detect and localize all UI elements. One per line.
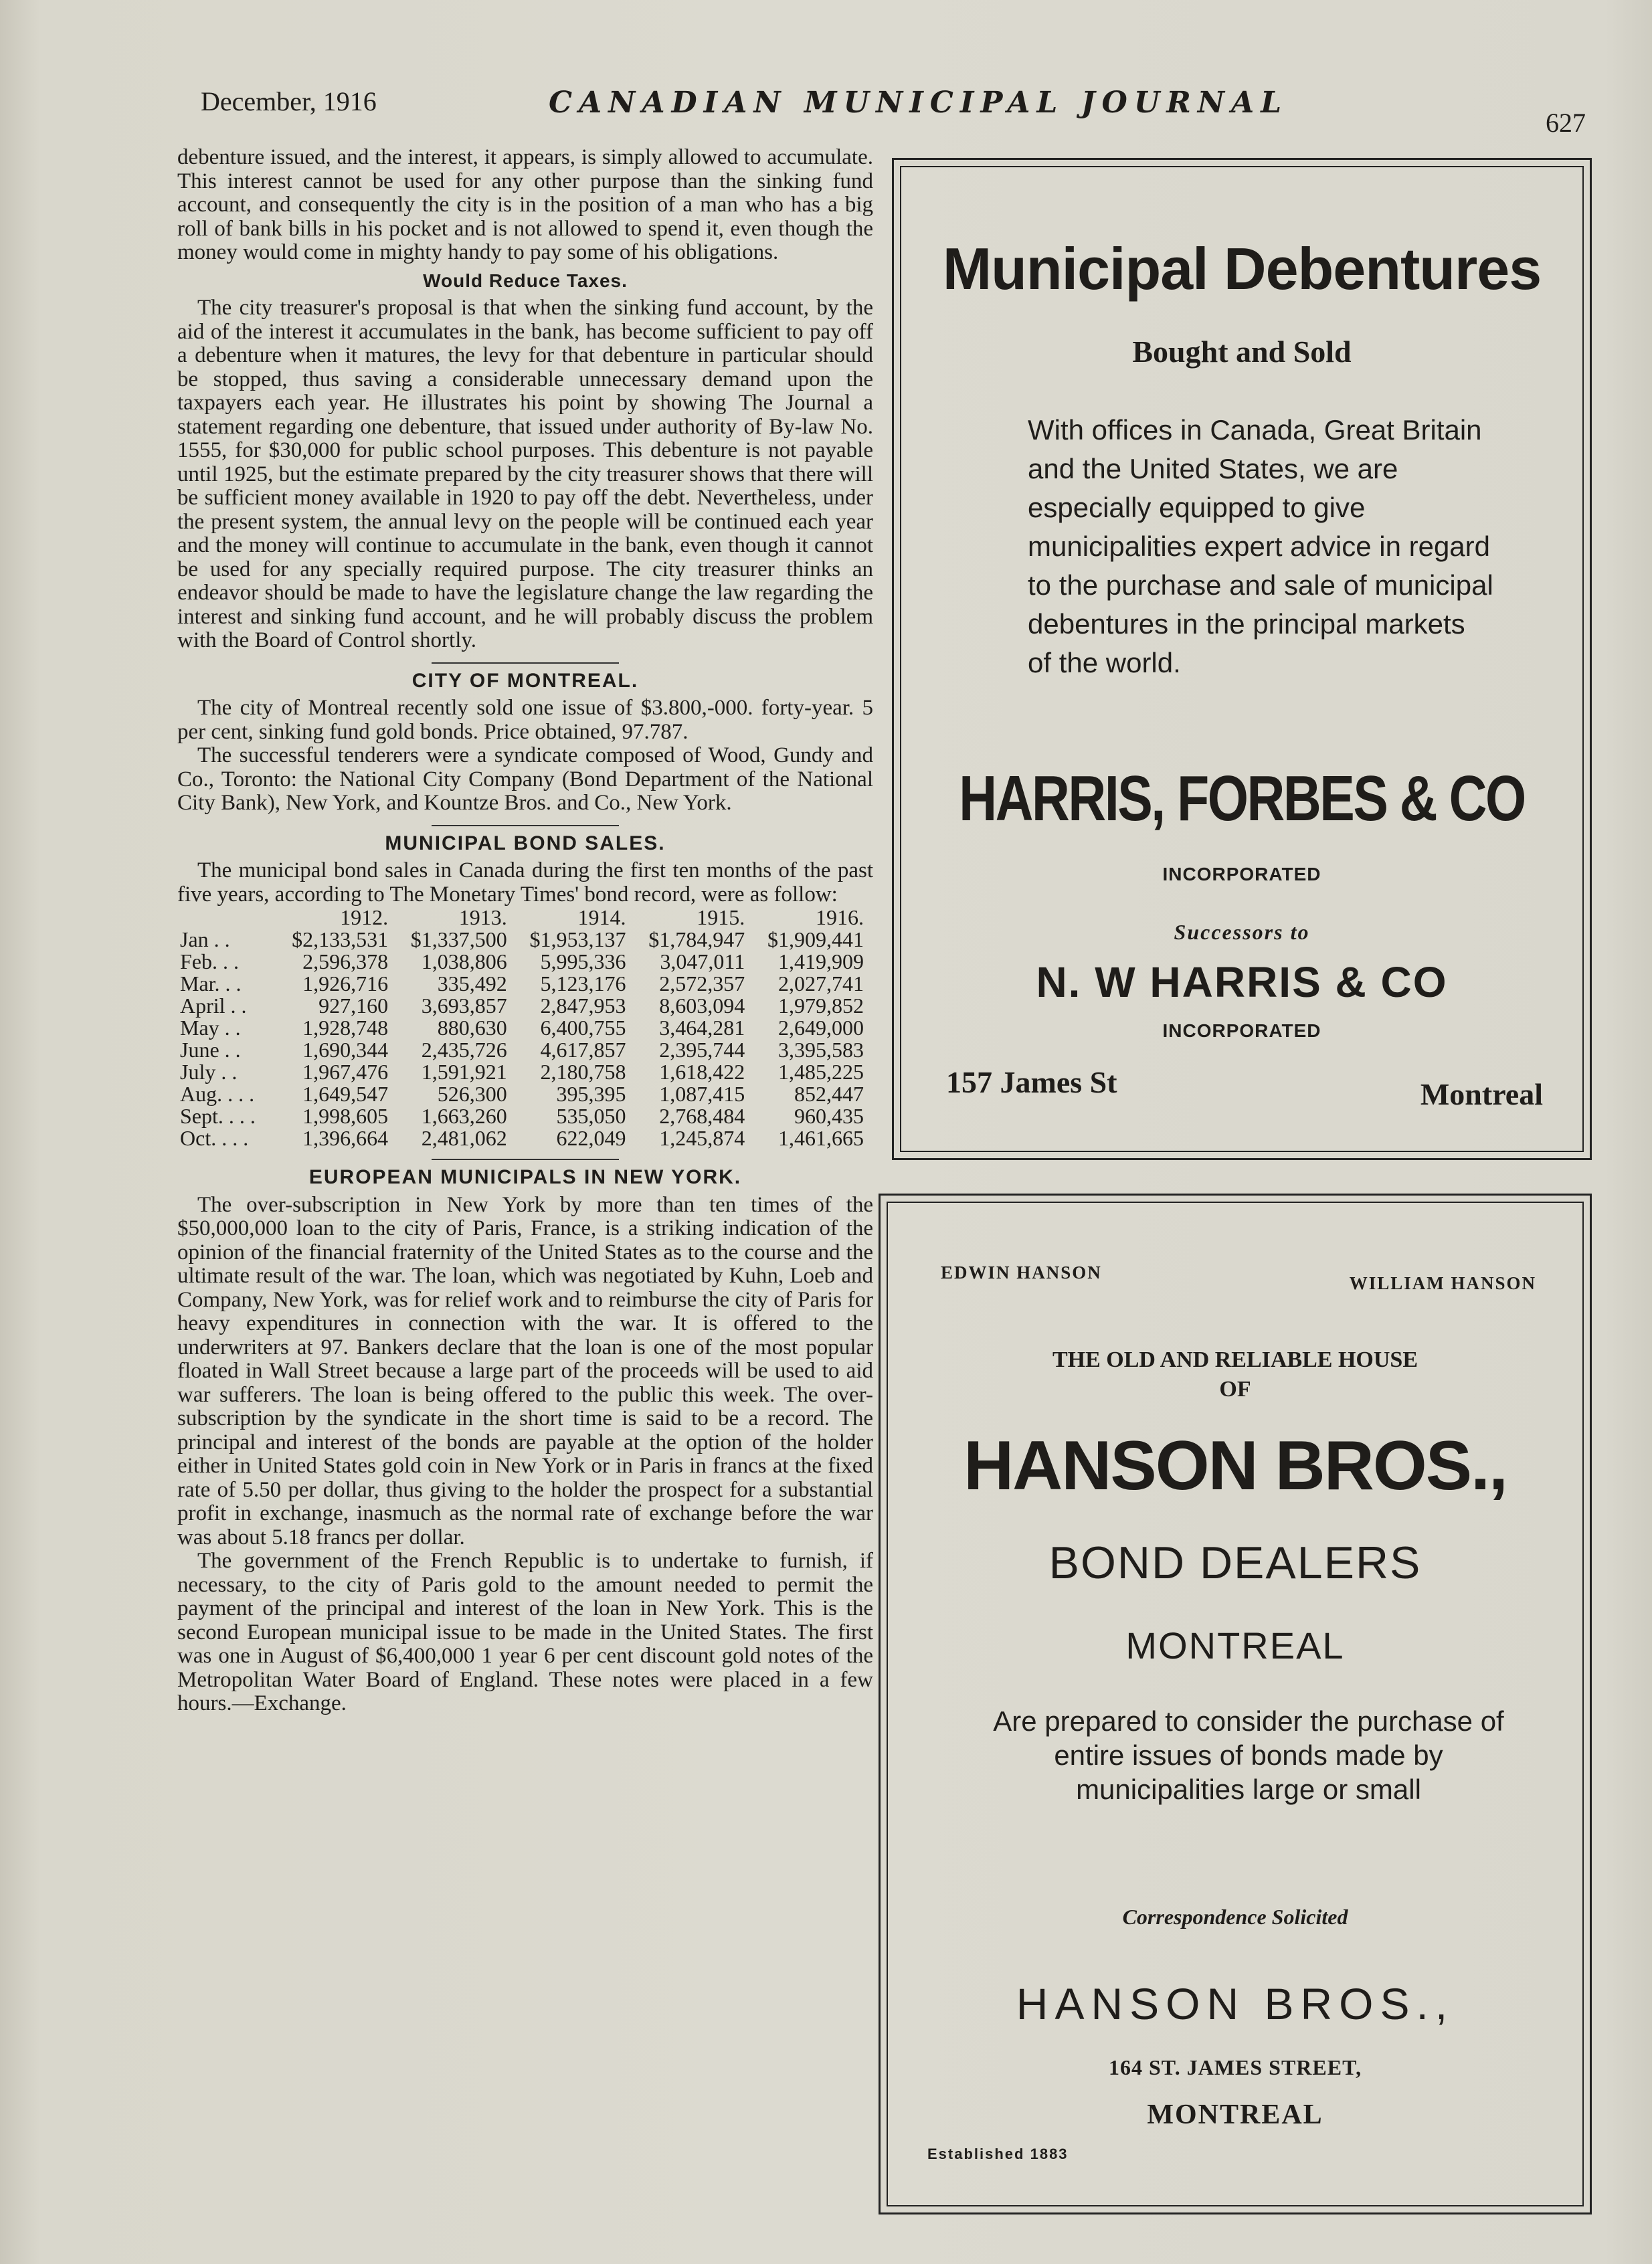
section-divider bbox=[432, 825, 619, 826]
predecessor-firm: N. W HARRIS & CO bbox=[1036, 958, 1448, 1006]
incorporated-label: INCORPORATED bbox=[1162, 1020, 1321, 1041]
month-cell: July . . bbox=[180, 1060, 238, 1084]
house-line: THE OLD AND RELIABLE HOUSE bbox=[1052, 1347, 1418, 1372]
value-cell: 8,603,094 bbox=[659, 994, 745, 1018]
value-cell: 1,663,260 bbox=[421, 1104, 507, 1128]
value-cell: 395,395 bbox=[556, 1082, 626, 1106]
firm-name: HARRIS, FORBES & CO bbox=[959, 763, 1525, 834]
page-number: 627 bbox=[1546, 108, 1586, 138]
table-row bbox=[177, 995, 866, 1017]
month-cell: April . . bbox=[180, 994, 247, 1018]
month-cell: Jan . . bbox=[180, 927, 230, 951]
table-row bbox=[177, 1083, 866, 1105]
value-cell: 1,690,344 bbox=[302, 1038, 389, 1062]
ad-title: Municipal Debentures bbox=[942, 235, 1542, 302]
month-cell: Oct. . . . bbox=[180, 1126, 249, 1150]
journal-title: CANADIAN MUNICIPAL JOURNAL bbox=[549, 86, 1289, 120]
table-row bbox=[177, 1127, 866, 1149]
value-cell: 1,926,716 bbox=[302, 971, 389, 996]
value-cell: $1,784,947 bbox=[648, 927, 745, 951]
value-cell: 526,300 bbox=[437, 1082, 507, 1106]
value-cell: 535,050 bbox=[556, 1104, 626, 1128]
year-header: 1914. bbox=[577, 905, 626, 929]
correspondence-label: Correspondence Solicited bbox=[1122, 1905, 1348, 1929]
value-cell: 1,618,422 bbox=[659, 1060, 745, 1084]
value-cell: 2,481,062 bbox=[421, 1126, 507, 1150]
harris-forbes-advertisement bbox=[892, 158, 1592, 1160]
year-header: 1916. bbox=[816, 905, 864, 929]
value-cell: 2,768,484 bbox=[659, 1104, 745, 1128]
ad-body: With offices in Canada, Great Britain and the United States, we are especially equipped to give municipalities expert advice in regard to the purchase and sale of municipal debentures in the principal markets of the world. bbox=[1028, 414, 1493, 678]
european-heading: EUROPEAN MUNICIPALS IN NEW YORK. bbox=[308, 1166, 742, 1188]
table-row bbox=[177, 929, 866, 951]
taxes-heading: Would Reduce Taxes. bbox=[423, 270, 628, 291]
trade-label: BOND DEALERS bbox=[1048, 1537, 1422, 1588]
value-cell: 3,693,857 bbox=[421, 994, 507, 1018]
value-cell: 2,572,357 bbox=[659, 971, 745, 996]
value-cell: 4,617,857 bbox=[540, 1038, 626, 1062]
issue-date: December, 1916 bbox=[201, 86, 377, 116]
firm-name: HANSON BROS., bbox=[963, 1427, 1507, 1505]
value-cell: 1,461,665 bbox=[778, 1126, 864, 1150]
value-cell: 2,847,953 bbox=[540, 994, 626, 1018]
street-address: 164 ST. JAMES STREET, bbox=[1108, 2055, 1362, 2079]
value-cell: 852,447 bbox=[794, 1082, 864, 1106]
partner-name: WILLIAM HANSON bbox=[1349, 1273, 1536, 1293]
bond-sales-heading: MUNICIPAL BOND SALES. bbox=[385, 832, 666, 854]
month-cell: Sept. . . . bbox=[180, 1104, 256, 1128]
value-cell: $1,909,441 bbox=[767, 927, 864, 951]
taxes-paragraph: The city treasurer's proposal is that when the sinking fund account, by the aid of the interest it accumulates in the bank, has become sufficient to pay off a debenture when it matures, the levy for that debenture in particular should be stopped, thus saving a considerable unnecessary demand upon the taxpayers each year. He illustrates his point by showing The Journal a statement regarding one debenture, that issued under authority of By-law No. 1555, for $30,000 for public school purposes. This debenture is not payable until 1925, but the estimate prepared by the city treasurer shows that there will be sufficient money available in 1920 to pay off the debt. Nevertheless, under the present system, the annual levy on the people will be continued each year and the money will continue to accumulate in the bank, even though it cannot be used for any specially required purpose. The city treasurer thinks an endeavor should be made to have the legislature change the law regarding the interest and sinking fund account, and he will probably discuss the problem with the Board of Control shortly. bbox=[177, 296, 873, 652]
value-cell: $2,133,531 bbox=[292, 927, 389, 951]
montreal-heading: CITY OF MONTREAL. bbox=[411, 669, 639, 692]
ad-body: Are prepared to consider the purchase of entire issues of bonds made by municipalities large or small bbox=[993, 1705, 1504, 1805]
bond-sales-intro: The municipal bond sales in Canada during the first ten months of the past five years, according to The Monetary Times' bond record, were as follow: bbox=[177, 858, 873, 907]
table-row bbox=[177, 951, 866, 973]
ad-city: MONTREAL bbox=[1125, 1624, 1345, 1667]
value-cell: 3,395,583 bbox=[778, 1038, 864, 1062]
value-cell: 1,038,806 bbox=[421, 949, 507, 973]
ad-city: Montreal bbox=[1420, 1077, 1543, 1111]
value-cell: $1,337,500 bbox=[410, 927, 507, 951]
value-cell: 960,435 bbox=[794, 1104, 864, 1128]
value-cell: 3,047,011 bbox=[660, 949, 745, 973]
month-cell: Aug. . . . bbox=[180, 1082, 255, 1106]
value-cell: 3,464,281 bbox=[659, 1016, 745, 1040]
house-tagline bbox=[881, 1345, 1590, 1404]
intro-paragraph: debenture issued, and the interest, it appears, is simply allowed to accumulate. This interest cannot be used for any other purpose than the sinking fund account, and consequently the city is in the position of a man who has a big roll of bank bills in his pocket and is not allowed to spend it, even though the money would come in mighty handy to pay some of his obligations. bbox=[177, 145, 873, 264]
value-cell: 1,087,415 bbox=[659, 1082, 745, 1106]
value-cell: 6,400,755 bbox=[540, 1016, 626, 1040]
month-cell: May . . bbox=[180, 1016, 241, 1040]
month-header bbox=[177, 907, 272, 929]
bond-sales-table bbox=[177, 907, 866, 1149]
value-cell: 2,395,744 bbox=[659, 1038, 745, 1062]
value-cell: 1,979,852 bbox=[778, 994, 864, 1018]
hanson-bros-advertisement bbox=[879, 1194, 1592, 2214]
value-cell: 5,123,176 bbox=[540, 971, 626, 996]
successors-label: Successors to bbox=[1174, 920, 1310, 944]
value-cell: 1,396,664 bbox=[302, 1126, 389, 1150]
value-cell: 1,591,921 bbox=[421, 1060, 507, 1084]
value-cell: 1,485,225 bbox=[778, 1060, 864, 1084]
table-row bbox=[177, 973, 866, 995]
european-paragraph-2: The government of the French Republic is to undertake to furnish, if necessary, to the city of Paris gold to the amount needed to permit the payment of the principal and interest of the loan in New York. This is the second European municipal issue to be made in the United States. The first was one in August of $6,400,000 1 year 6 per cent discount gold notes of the Metropolitan Water Board of England. These notes were placed in a few hours.—Exchange. bbox=[177, 1549, 873, 1715]
year-header: 1915. bbox=[697, 905, 745, 929]
month-cell: Mar. . . bbox=[180, 971, 242, 996]
section-divider bbox=[432, 662, 619, 664]
value-cell: 927,160 bbox=[318, 994, 389, 1018]
value-cell: 2,180,758 bbox=[540, 1060, 626, 1084]
value-cell: 1,419,909 bbox=[778, 949, 864, 973]
value-cell: 335,492 bbox=[437, 971, 507, 996]
section-divider bbox=[432, 1159, 619, 1160]
value-cell: 2,027,741 bbox=[778, 971, 864, 996]
table-row bbox=[177, 1061, 866, 1083]
footer-city: MONTREAL bbox=[1147, 2099, 1323, 2130]
established-label: Established 1883 bbox=[927, 2146, 1069, 2162]
house-line: OF bbox=[1219, 1377, 1251, 1402]
table-row bbox=[177, 1017, 866, 1039]
montreal-paragraph-1: The city of Montreal recently sold one issue of $3.800,-000. forty-year. 5 per cent, sinking fund gold bonds. Price obtained, 97.787. bbox=[177, 696, 873, 744]
value-cell: $1,953,137 bbox=[529, 927, 626, 951]
table-header-row bbox=[177, 907, 866, 929]
value-cell: 880,630 bbox=[437, 1016, 507, 1040]
article-column bbox=[177, 146, 873, 1716]
month-cell: Feb. . . bbox=[180, 949, 239, 973]
montreal-paragraph-2: The successful tenderers were a syndicate composed of Wood, Gundy and Co., Toronto: the National City Company (Bond Department of the National City Bank), New York, and Kountze Bros. and Co., New York. bbox=[177, 743, 873, 815]
value-cell: 2,596,378 bbox=[302, 949, 389, 973]
value-cell: 5,995,336 bbox=[540, 949, 626, 973]
value-cell: 2,649,000 bbox=[778, 1016, 864, 1040]
european-paragraph-1: The over-subscription in New York by more than ten times of the $50,000,000 loan to the city of Paris, France, is a striking indication of the opinion of the financial fraternity of the United States as to the course and the ultimate result of the war. The loan, which was negotiated by Kuhn, Loeb and Company, New York, was for relief work and to reimburse the city of Paris for heavy expenditures in connection with the war. It is offered to the underwriters at 97. Bankers declare that the loan is one of the most popular floated in Wall Street because a large part of the proceeds will be used to aid war sufferers. The loan is being offered to the public this week. The over-subscription by the syndicate in the short time is said to be a record. The principal and interest of the bonds are payable at the option of the holder either in United States gold coin in New York or in Paris in francs at the fixed rate of 5.50 per dollar, thus giving to the holder the prospect for a substantial profit in exchange, inasmuch as the normal rate of exchange before the war was about 5.18 francs per dollar. bbox=[177, 1192, 873, 1549]
ad-subtitle: Bought and Sold bbox=[1132, 335, 1352, 369]
partner-name: EDWIN HANSON bbox=[941, 1262, 1102, 1283]
year-header: 1913. bbox=[458, 905, 507, 929]
incorporated-label: INCORPORATED bbox=[1162, 864, 1321, 884]
value-cell: 1,928,748 bbox=[302, 1016, 389, 1040]
table-row bbox=[177, 1039, 866, 1061]
value-cell: 622,049 bbox=[556, 1126, 626, 1150]
value-cell: 1,649,547 bbox=[302, 1082, 389, 1106]
month-cell: June . . bbox=[180, 1038, 241, 1062]
value-cell: 1,245,874 bbox=[659, 1126, 745, 1150]
ad-address: 157 James St bbox=[946, 1065, 1117, 1099]
firm-name-footer: HANSON BROS., bbox=[1016, 1979, 1455, 2029]
year-header: 1912. bbox=[340, 905, 389, 929]
value-cell: 1,998,605 bbox=[302, 1104, 389, 1128]
table-row bbox=[177, 1105, 866, 1127]
value-cell: 1,967,476 bbox=[302, 1060, 389, 1084]
value-cell: 2,435,726 bbox=[421, 1038, 507, 1062]
